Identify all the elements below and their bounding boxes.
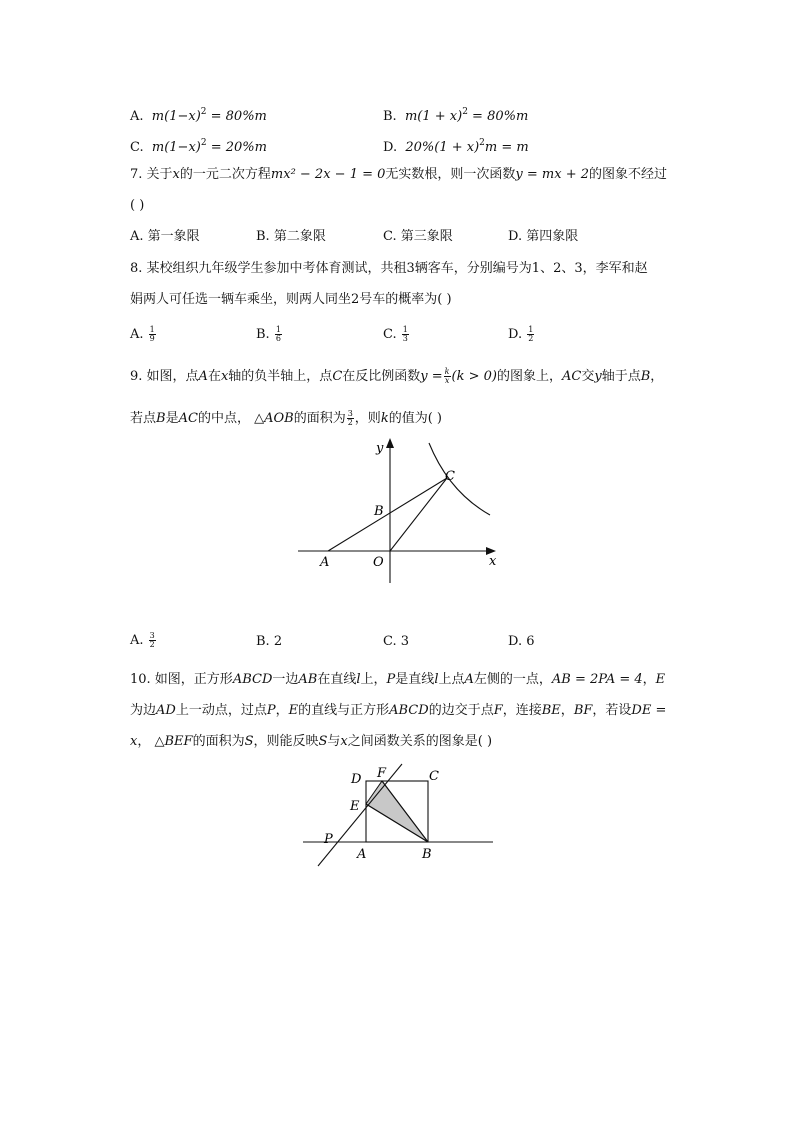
q9-option-b: B. 2 <box>256 634 283 649</box>
q6-option-a: A. $m(1-x)^2 = 80\%m$ <box>130 107 267 124</box>
q8-stem-line1: 8. 某校组织九年级学生参加中考体育测试，共租3辆客车，分别编号为1、2、3，李军和赵 <box>130 261 648 276</box>
q9-label-B: B <box>374 504 384 519</box>
q10-label-B: B <box>422 847 432 862</box>
q9-label-A: A <box>320 555 330 570</box>
q10-stem-line1: 10. 如图，正方形ABCD一边AB在直线l上，P是直线l上点A左侧的一点，AB = 2PA = 4，E <box>130 672 666 687</box>
q6-option-b: B. $m(1 + x)^2 = 80\%m$ <box>383 107 529 124</box>
q10-label-P: P <box>324 832 333 847</box>
q10-triangle-BEF <box>366 781 428 842</box>
q6-option-c: C. $m(1-x)^2 = 20\%m$ <box>130 138 267 155</box>
q9-label-C: C <box>445 469 455 484</box>
q7-option-d: D. 第四象限 <box>508 229 579 244</box>
q7-option-a: A. 第一象限 <box>130 229 200 244</box>
q10-label-F: F <box>377 766 387 781</box>
q9-figure <box>290 435 510 585</box>
q9-stem-line1: 9. 如图，点A在x轴的负半轴上，点C在反比例函数y = $\frac{k}{x}$ (k > 0)的图象上，AC交y轴于点B， <box>130 367 664 385</box>
q10-figure <box>300 762 500 872</box>
q10-label-D: D <box>351 772 362 787</box>
q9-segment-AC <box>328 478 447 551</box>
q9-label-O: O <box>373 555 384 570</box>
q10-label-A: A <box>357 847 367 862</box>
q7-option-c: C. 第三象限 <box>383 229 453 244</box>
q8-option-a: A. $\frac{1}{9}$ <box>130 325 155 343</box>
q8-stem-line2: 娟两人可任选一辆车乘坐，则两人同坐2号车的概率为( ) <box>130 292 452 307</box>
q7-stem: 7. 关于x的一元二次方程mx² − 2x − 1 = 0无实数根，则一次函数y = mx + 2的图象不经过 <box>130 167 668 182</box>
q9-hyperbola <box>429 443 490 515</box>
q9-y-arrow <box>386 438 394 448</box>
q7-option-b: B. 第二象限 <box>256 229 326 244</box>
q8-option-d: D. $\frac{1}{2}$ <box>508 325 534 343</box>
q10-label-C: C <box>429 769 439 784</box>
q9-label-x: x <box>489 554 497 569</box>
q9-stem-line2: 若点B是AC的中点， △AOB的面积为 $\frac{3}{2}$ ，则k的值为( ) <box>130 409 442 427</box>
q9-option-d: D. 6 <box>508 634 535 649</box>
q6-option-d: D. $20\%(1 + x)^2m = m$ <box>383 138 529 155</box>
q9-segment-OC <box>390 478 447 551</box>
q9-option-c: C. 3 <box>383 634 410 649</box>
q10-stem-line3: x， △BEF的面积为S，则能反映S与x之间函数关系的图象是( ) <box>130 734 493 749</box>
q10-stem-line2: 为边AD上一动点，过点P，E的直线与正方形ABCD的边交于点F，连接BE，BF，若设DE = <box>130 703 667 718</box>
q9-label-y: y <box>376 441 384 456</box>
q9-option-a: A. $\frac{3}{2}$ <box>130 631 155 649</box>
q8-option-b: B. $\frac{1}{6}$ <box>256 325 281 343</box>
q7-answer-blank: ( ) <box>130 198 145 213</box>
q8-option-c: C. $\frac{1}{3}$ <box>383 325 408 343</box>
q10-label-E: E <box>350 799 360 814</box>
